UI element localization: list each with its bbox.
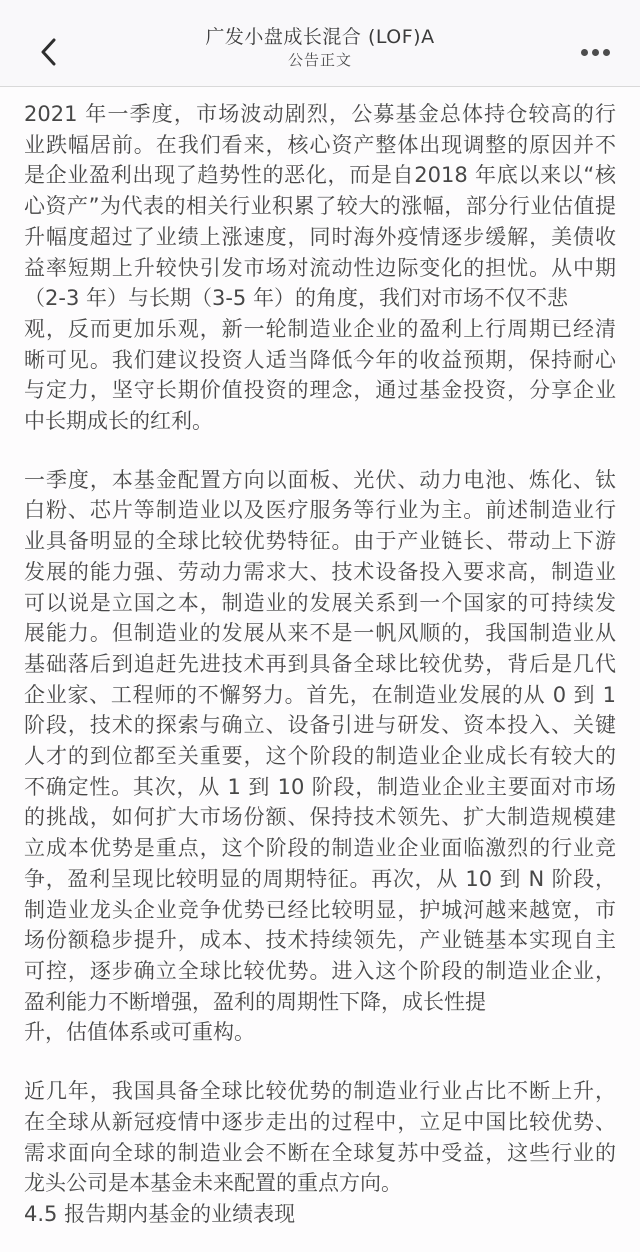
text-line: 心资产”为代表的相关行业积累了较大的涨幅，部分行业估值提 [24,194,616,219]
text-line: 中长期成长的红利。 [24,409,213,434]
text-line: 企业家、工程师的不懈努力。首先，在制造业发展的从 0 到 1 [24,682,616,707]
text-line: 不确定性。其次，从 1 到 10 阶段，制造业企业主要面对市场 [24,774,616,799]
text-line: 龙头公司是本基金未来配置的重点方向。 [24,1171,402,1196]
text-line: 的挑战，如何扩大市场份额、保持技术领先、扩大制造规模建 [24,805,616,830]
text-line: 阶段，技术的探索与确立、设备引进与研发、资本投入、关键 [24,713,616,738]
text-line: 晰可见。我们建议投资人适当降低今年的收益预期，保持耐心 [24,347,616,372]
text-line: 与定力，坚守长期价值投资的理念，通过基金投资，分享企业 [24,378,616,403]
text-line: 场份额稳步提升，成本、技术持续领先，产业链基本实现自主 [24,928,616,953]
ellipsis-icon [581,49,610,56]
back-button[interactable] [32,33,64,73]
text-line: 在全球从新冠疫情中逐步走出的过程中，立足中国比较优势、 [24,1109,616,1134]
text-line: 人才的到位都至关重要，这个阶段的制造业企业成长有较大的 [24,744,616,769]
text-line: 争，盈利呈现比较明显的周期特征。再次，从 10 到 N 阶段， [24,866,616,891]
text-line: 白粉、芯片等制造业以及医疗服务等行业为主。前述制造业行 [24,498,616,523]
nav-bar [0,0,640,87]
paragraph [24,99,616,437]
text-line: 升幅度超过了业绩上涨速度，同时海外疫情逐步缓解，美债收 [24,224,616,249]
text-line: 展能力。但制造业的发展从来不是一帆风顺的，我国制造业从 [24,621,616,646]
text-line: 可以说是立国之本，制造业的发展关系到一个国家的可持续发 [24,590,616,615]
paragraph [24,465,616,1048]
announcement-content [0,87,640,1252]
paragraph [24,1076,616,1199]
text-line: 益率短期上升较快引发市场对流动性边际变化的担忧。从中期 [24,255,616,280]
text-line: 业具备明显的全球比较优势特征。由于产业链长、带动上下游 [24,529,616,554]
document-body [24,99,616,1199]
more-menu-button[interactable] [581,40,610,64]
text-line: 业跌幅居前。在我们看来，核心资产整体出现调整的原因并不 [24,132,616,157]
text-line: 升，估值体系或可重构。 [24,1020,255,1045]
text-line: 近几年，我国具备全球比较优势的制造业行业占比不断上升， [24,1079,616,1104]
text-line: 盈利能力不断增强，盈利的周期性下降，成长性提 [24,989,486,1014]
text-line: 2021 年一季度，市场波动剧烈，公募基金总体持仓较高的行 [24,102,616,126]
text-line: （2-3 年）与长期（3-5 年）的角度，我们对市场不仅不悲 [24,286,568,311]
text-line: 可控，逐步确立全球比较优势。进入这个阶段的制造业企业， [24,958,616,983]
text-line: 立成本优势是重点，这个阶段的制造业企业面临激烈的行业竞 [24,836,616,861]
text-line: 发展的能力强、劳动力需求大、技术设备投入要求高，制造业 [24,559,616,584]
title-block [0,0,640,71]
chevron-left-icon [39,38,57,66]
text-line: 制造业龙头企业竞争优势已经比较明显，护城河越来越宽，市 [24,897,616,922]
page-subtitle: 公告正文 [287,51,352,69]
section-heading: 4.5 报告期内基金的业绩表现 [24,1201,296,1226]
page-title: 广发小盘成长混合 (LOF)A [205,26,435,48]
text-line: 观，反而更加乐观，新一轮制造业企业的盈利上行周期已经清 [24,316,616,341]
text-line: 需求面向全球的制造业会不断在全球复苏中受益，这些行业的 [24,1140,616,1165]
text-line: 基础落后到追赶先进技术再到具备全球比较优势，背后是几代 [24,651,616,676]
text-line: 是企业盈利出现了趋势性的恶化，而是自2018 年底以来以“核 [24,163,616,188]
text-line: 一季度，本基金配置方向以面板、光伏、动力电池、炼化、钛 [24,467,616,492]
